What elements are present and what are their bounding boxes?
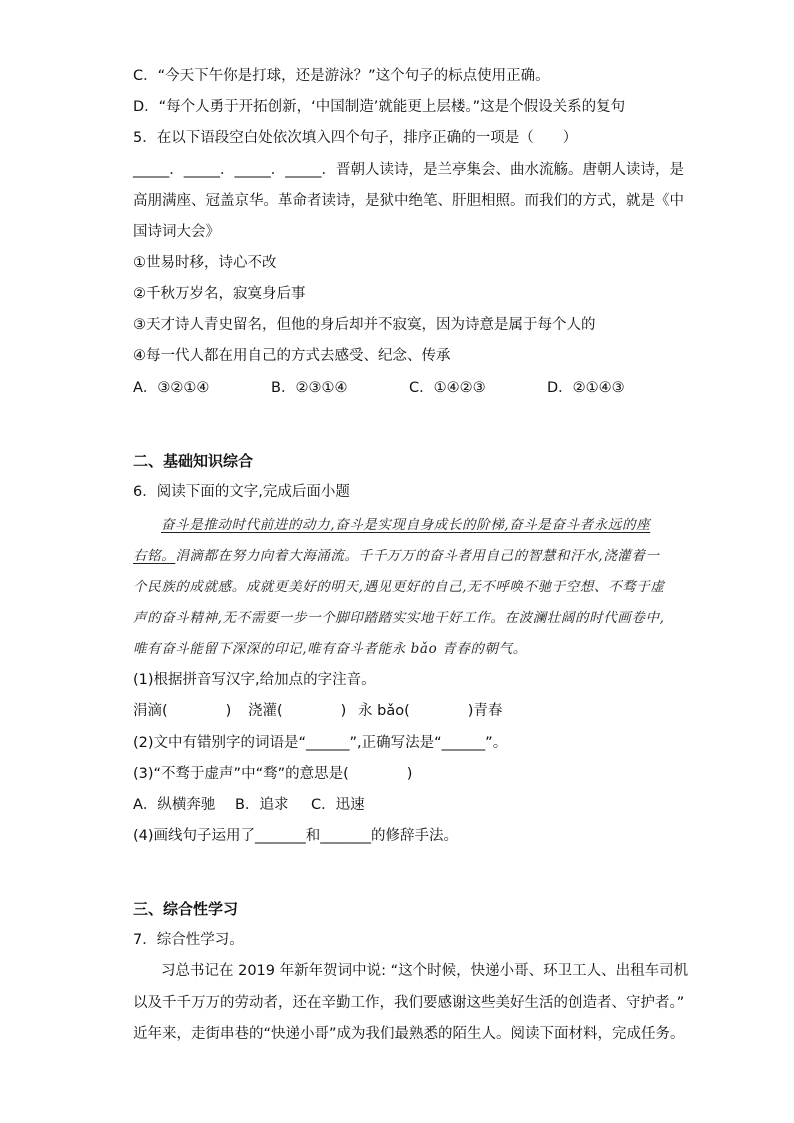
q5-options — [133, 378, 625, 398]
q6-sub2[interactable]: (2)文中有错别字的词语是“______”,正确写法是“______”。 — [133, 735, 508, 751]
q5-sentence-4: ④每一代人都在用自己的方式去感受、纪念、传承 — [133, 348, 451, 364]
q7-stem: 7．综合性学习。 — [133, 932, 244, 948]
q5-paragraph-line-3: 国诗词大会》 — [133, 224, 220, 240]
q5-option-a[interactable]: A．③②①④ — [133, 380, 210, 396]
q6-sub3-option-c[interactable]: C．迅速 — [311, 797, 365, 813]
q6-stem: 6．阅读下面的文字,完成后面小题 — [133, 484, 350, 500]
q6-sub1-stem: (1)根据拼音写汉字,给加点的字注音。 — [133, 672, 376, 688]
q6-passage-line-3: 个民族的成就感。成就更美好的明天,遇见更好的自己,无不呼唤不驰于空想、不骛于虚 — [133, 579, 665, 595]
q5-option-d[interactable]: D．②①④③ — [547, 380, 625, 396]
q5-paragraph-line-1: _____．_____．_____．_____．晋朝人读诗，是兰亭集会、曲水流觞。唐朝人读诗，是 — [133, 162, 684, 178]
q6-sub1-blanks — [133, 701, 502, 721]
q5-sentence-3: ③天才诗人青史留名，但他的身后却并不寂寞，因为诗意是属于每个人的 — [133, 317, 596, 333]
q7-material-line-3: 近年来，走街串巷的“快递小哥”成为我们最熟悉的陌生人。阅读下面材料，完成任务。 — [133, 1026, 685, 1042]
q6-passage-line-1: 奋斗是推动时代前进的动力,奋斗是实现自身成长的阶梯,奋斗是奋斗者永远的座 — [161, 517, 651, 533]
q6-sub3-option-b[interactable]: B．追求 — [235, 797, 289, 813]
q6-passage-line-2 — [133, 546, 660, 566]
q6-sub3-stem: (3)“不骛于虚声”中“骛”的意思是( ) — [133, 766, 413, 782]
q6-sub1-blank-a[interactable]: 涓滴( ) — [133, 703, 232, 719]
q4-option-c: C．“今天下午你是打球，还是游泳？”这个句子的标点使用正确。 — [133, 68, 550, 84]
q4-option-d: D．“每个人勇于开拓创新，‘中国制造’就能更上层楼。”这是个假设关系的复句 — [133, 99, 626, 115]
q6-sub4[interactable]: (4)画线句子运用了_______和_______的修辞手法。 — [133, 828, 459, 844]
section-3-title: 三、综合性学习 — [133, 900, 239, 918]
q5-paragraph-line-2: 高朋满座、冠盖京华。革命者读诗，是狱中绝笔、肝胆相照。而我们的方式，就是《中 — [133, 193, 684, 209]
q6-sub1-blank-c[interactable]: 永 bǎo( )青春 — [358, 703, 503, 719]
q6-passage-line-5: 唯有奋斗能留下深深的印记,唯有奋斗者能永 bǎo 青春的朝气。 — [133, 641, 527, 657]
q6-sub1-blank-b[interactable]: 浇灌( ) — [248, 703, 347, 719]
q5-option-c[interactable]: C．①④②③ — [409, 380, 486, 396]
q5-sentence-2: ②千秋万岁名，寂寞身后事 — [133, 286, 306, 302]
q5-stem: 5．在以下语段空白处依次填入四个句子，排序正确的一项是（ ） — [133, 130, 578, 146]
q6-passage-line-2-rest: 涓滴都在努力向着大海涌流。千千万万的奋斗者用自己的智慧和汗水,浇灌着一 — [175, 548, 660, 564]
q5-option-b[interactable]: B．②③①④ — [271, 380, 348, 396]
q5-sentence-1: ①世易时移，诗心不改 — [133, 255, 277, 271]
section-2-title: 二、基础知识综合 — [133, 452, 254, 470]
q6-sub3-option-a[interactable]: A．纵横奔驰 — [133, 797, 216, 813]
q7-material-line-2: 以及千千万万的劳动者，还在辛勤工作，我们要感谢这些美好生活的创造者、守护者。” — [133, 995, 685, 1011]
q6-passage-underlined-end: 右铭。 — [133, 548, 176, 564]
q6-sub3-options — [133, 795, 365, 815]
q7-material-line-1: 习总书记在 2019 年新年贺词中说: “这个时候，快递小哥、环卫工人、出租车司机 — [161, 963, 689, 979]
q6-passage-line-4: 声的奋斗精神,无不需要一步一个脚印踏踏实实地干好工作。在波澜壮阔的时代画卷中, — [133, 610, 665, 626]
